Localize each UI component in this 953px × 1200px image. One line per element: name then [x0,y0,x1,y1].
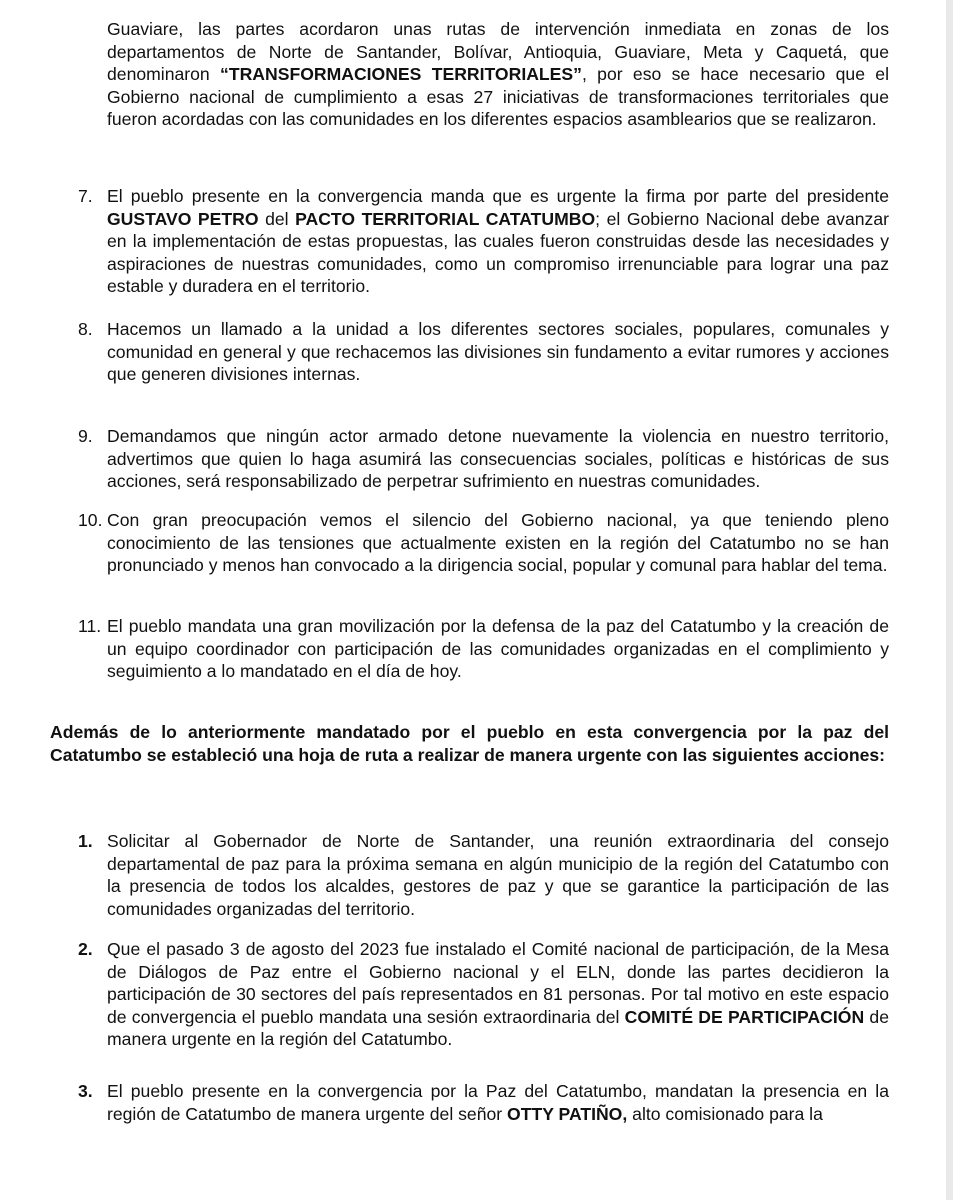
action-2-text-c: de manera urgente en la región del Catatumbo. [107,1006,889,1049]
item-number: 11. [78,616,102,636]
item-text: El pueblo mandata una gran movilización por la defensa de la paz del Catatumbo y la creación de un equipo coordinador con participación de las comunidades organizadas en el complimiento y seguimiento a lo mandatado en el día de hoy. [107,616,889,681]
roadmap-heading: Además de lo anteriormente mandatado por el pueblo en esta convergencia por la paz del Catatumbo se estableció una hoja de ruta a realizar de manera urgente con las siguientes acciones: [50,722,889,765]
action-3-text-a: El pueblo presente en la convergencia por la Paz del Catatumbo, mandatan la presencia en la región de Catatumbo de manera urgente del señor [107,1081,889,1124]
action-2-text-a: Que el pasado 3 de agosto del 2023 fue instalado el Comité nacional de participación, de la Mesa de Diálogos de Paz entre el Gobierno nacional y el ELN, donde las partes decidieron la participación de 30 sectores del país representados en 81 personas. Por tal motivo en este espacio de convergencia el pueblo mandata una sesión extraordinaria del [107,939,889,1027]
intro-text-2: , por eso se hace necesario que el Gobierno nacional de cumplimiento a esas 27 iniciativas de transformaciones territoriales que fueron acordadas con las comunidades en los diferentes espacios asamblearios que se realizaron. [107,64,890,129]
scan-edge-shadow [946,0,953,1200]
action-item-2 [78,938,889,1051]
item-text: Demandamos que ningún actor armado detone nuevamente la violencia en nuestro territorio, advertimos que quien lo haga asumirá las consecuencias sociales, políticas e históricas de sus acciones, será responsabilizado de perpetrar sufrimiento en nuestras comunidades. [107,426,889,491]
item-7-bold-pact: PACTO TERRITORIAL CATATUMBO [295,208,596,229]
item-number: 10. [78,510,103,530]
item-number: 9. [78,426,93,446]
action-3-text-c: alto comisionado para la [627,1103,823,1124]
intro-text-1: Guaviare, las partes acordaron unas rutas de intervención inmediata en zonas de los departamentos de Norte de Santander, Bolívar, Antioquia, Guaviare, Meta y Caquetá, que denominaron [107,19,889,84]
action-3-bold-name: OTTY PATIÑO, [507,1103,628,1124]
action-number: 3. [78,1081,93,1101]
item-7-text-d: ; el Gobierno Nacional debe avanzar en la implementación de estas propuestas, las cuales fueron construidas desde las necesidades y aspiraciones de nuestras comunidades, como un compromiso irrenunciable para lograr una paz estable y duradera en el territorio. [107,208,889,296]
action-2-bold-committee: COMITÉ DE PARTICIPACIÓN [624,1006,865,1027]
action-text [107,938,889,1051]
item-number: 8. [78,319,93,339]
mandate-item-8 [78,318,889,386]
action-number: 1. [78,831,93,851]
item-text: Hacemos un llamado a la unidad a los diferentes sectores sociales, populares, comunales y comunidad en general y que rechacemos las divisiones sin fundamento a evitar rumores y acciones que generen divisiones internas. [107,319,889,384]
intro-bold-term: “TRANSFORMACIONES TERRITORIALES” [220,64,582,84]
item-7-text-c: del [258,208,296,229]
action-item-3 [78,1080,889,1125]
mandate-item-7 [78,185,889,298]
item-text [107,185,889,298]
action-text [107,1080,889,1125]
action-text: Solicitar al Gobernador de Norte de Santander, una reunión extraordinaria del consejo departamental de paz para la próxima semana en algún municipio de la región del Catatumbo con la presencia de todos los alcaldes, gestores de paz y que se garantice la participación de las comunidades organizadas del territorio. [107,831,889,919]
mandate-item-10 [78,509,889,577]
action-item-1 [78,830,889,920]
mandate-item-9 [78,425,889,493]
item-7-bold-president: GUSTAVO PETRO [107,208,259,229]
item-text: Con gran preocupación vemos el silencio del Gobierno nacional, ya que teniendo pleno conocimiento de las tensiones que actualmente existen en la región del Catatumbo no se han pronunciado y menos han convocado a la dirigencia social, popular y comunal para hablar del tema. [107,510,889,575]
item-7-text-a: El pueblo presente en la convergencia manda que es urgente la firma por parte del presidente [107,186,889,206]
intro-paragraph [107,18,889,131]
mandate-item-11 [78,615,889,683]
action-number: 2. [78,939,93,959]
item-number: 7. [78,186,93,206]
